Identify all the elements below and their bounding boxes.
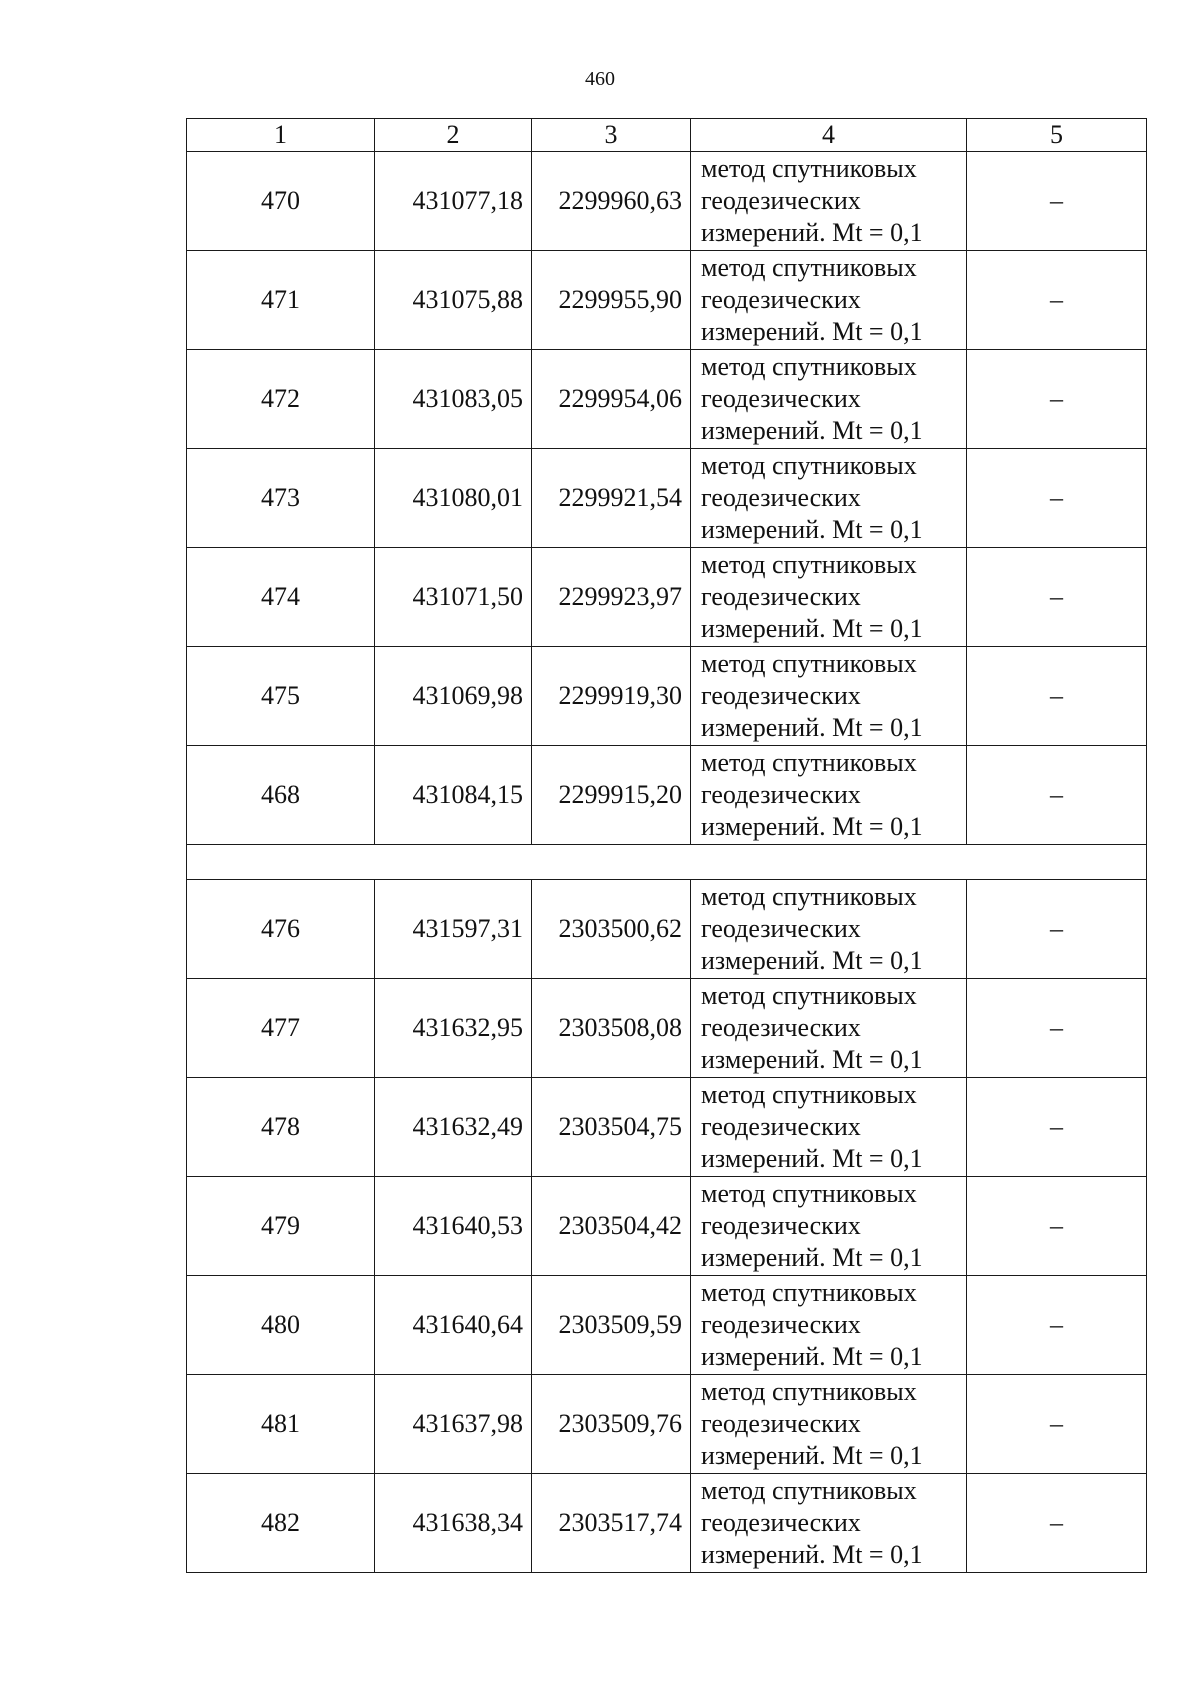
note-cell: – [967, 1177, 1147, 1276]
x-coordinate-cell: 431075,88 [375, 251, 532, 350]
note-cell: – [967, 880, 1147, 979]
method-cell [691, 880, 967, 979]
method-text-line: геодезических [701, 285, 861, 314]
note-cell: – [967, 152, 1147, 251]
method-text-line: геодезических [701, 1211, 861, 1240]
point-number-cell: 478 [187, 1078, 375, 1177]
method-text-line: метод спутниковых [701, 1476, 917, 1505]
y-coordinate-cell: 2303517,74 [532, 1474, 691, 1573]
method-text-line: геодезических [701, 1013, 861, 1042]
table-row [187, 746, 1147, 845]
table-row [187, 251, 1147, 350]
method-text-line: геодезических [701, 384, 861, 413]
method-cell [691, 1177, 967, 1276]
method-text-line: геодезических [701, 1112, 861, 1141]
point-number-cell: 482 [187, 1474, 375, 1573]
method-text-line: геодезических [701, 681, 861, 710]
method-text-line: метод спутниковых [701, 1179, 917, 1208]
method-text-line: метод спутниковых [701, 748, 917, 777]
x-coordinate-cell: 431640,64 [375, 1276, 532, 1375]
x-coordinate-cell: 431597,31 [375, 880, 532, 979]
x-coordinate-cell: 431084,15 [375, 746, 532, 845]
table-row [187, 1078, 1147, 1177]
table-row [187, 1177, 1147, 1276]
method-text-line: измерений. Mt = 0,1 [701, 1045, 923, 1074]
point-number-cell: 468 [187, 746, 375, 845]
method-text-line: измерений. Mt = 0,1 [701, 218, 923, 247]
method-text-line: метод спутниковых [701, 154, 917, 183]
y-coordinate-cell: 2303504,75 [532, 1078, 691, 1177]
x-coordinate-cell: 431077,18 [375, 152, 532, 251]
note-cell: – [967, 1078, 1147, 1177]
method-text-line: геодезических [701, 186, 861, 215]
method-text-line: геодезических [701, 1310, 861, 1339]
method-text-line: измерений. Mt = 0,1 [701, 317, 923, 346]
note-cell: – [967, 979, 1147, 1078]
y-coordinate-cell: 2299955,90 [532, 251, 691, 350]
column-header-5: 5 [967, 119, 1147, 152]
method-text-line: метод спутниковых [701, 1377, 917, 1406]
note-cell: – [967, 350, 1147, 449]
method-text-line: метод спутниковых [701, 1278, 917, 1307]
table-row [187, 548, 1147, 647]
method-text-line: измерений. Mt = 0,1 [701, 1441, 923, 1470]
method-text-line: метод спутниковых [701, 882, 917, 911]
table-row [187, 1474, 1147, 1573]
method-text-line: геодезических [701, 1409, 861, 1438]
x-coordinate-cell: 431071,50 [375, 548, 532, 647]
method-text-line: геодезических [701, 914, 861, 943]
column-header-2: 2 [375, 119, 532, 152]
x-coordinate-cell: 431632,95 [375, 979, 532, 1078]
x-coordinate-cell: 431632,49 [375, 1078, 532, 1177]
method-text-line: метод спутниковых [701, 550, 917, 579]
y-coordinate-cell: 2299960,63 [532, 152, 691, 251]
x-coordinate-cell: 431640,53 [375, 1177, 532, 1276]
table-row [187, 1375, 1147, 1474]
y-coordinate-cell: 2299915,20 [532, 746, 691, 845]
column-header-4: 4 [691, 119, 967, 152]
method-text-line: метод спутниковых [701, 981, 917, 1010]
table-row [187, 880, 1147, 979]
point-number-cell: 474 [187, 548, 375, 647]
column-header-1: 1 [187, 119, 375, 152]
point-number-cell: 470 [187, 152, 375, 251]
table-row [187, 1276, 1147, 1375]
header-row [187, 119, 1147, 152]
y-coordinate-cell: 2303509,76 [532, 1375, 691, 1474]
method-text-line: геодезических [701, 582, 861, 611]
coordinates-table-container [186, 118, 1146, 1573]
point-number-cell: 471 [187, 251, 375, 350]
note-cell: – [967, 746, 1147, 845]
table-row [187, 979, 1147, 1078]
table-header [187, 119, 1147, 152]
point-number-cell: 477 [187, 979, 375, 1078]
y-coordinate-cell: 2299954,06 [532, 350, 691, 449]
method-text-line: измерений. Mt = 0,1 [701, 515, 923, 544]
x-coordinate-cell: 431069,98 [375, 647, 532, 746]
method-text-line: измерений. Mt = 0,1 [701, 812, 923, 841]
method-cell [691, 1375, 967, 1474]
note-cell: – [967, 251, 1147, 350]
y-coordinate-cell: 2299919,30 [532, 647, 691, 746]
x-coordinate-cell: 431638,34 [375, 1474, 532, 1573]
point-number-cell: 475 [187, 647, 375, 746]
coordinates-table [186, 118, 1147, 1573]
method-text-line: измерений. Mt = 0,1 [701, 614, 923, 643]
method-cell [691, 449, 967, 548]
method-cell [691, 1474, 967, 1573]
y-coordinate-cell: 2303504,42 [532, 1177, 691, 1276]
x-coordinate-cell: 431083,05 [375, 350, 532, 449]
point-number-cell: 479 [187, 1177, 375, 1276]
point-number-cell: 476 [187, 880, 375, 979]
method-text-line: метод спутниковых [701, 352, 917, 381]
y-coordinate-cell: 2303500,62 [532, 880, 691, 979]
x-coordinate-cell: 431080,01 [375, 449, 532, 548]
separator-cell [187, 845, 1147, 880]
note-cell: – [967, 548, 1147, 647]
method-cell [691, 979, 967, 1078]
method-text-line: измерений. Mt = 0,1 [701, 1342, 923, 1371]
method-cell [691, 647, 967, 746]
method-text-line: геодезических [701, 780, 861, 809]
method-text-line: измерений. Mt = 0,1 [701, 1144, 923, 1173]
method-text-line: метод спутниковых [701, 649, 917, 678]
method-text-line: метод спутниковых [701, 451, 917, 480]
table-row [187, 152, 1147, 251]
point-number-cell: 472 [187, 350, 375, 449]
point-number-cell: 480 [187, 1276, 375, 1375]
method-cell [691, 152, 967, 251]
method-text-line: измерений. Mt = 0,1 [701, 946, 923, 975]
table-row [187, 449, 1147, 548]
method-cell [691, 350, 967, 449]
note-cell: – [967, 1276, 1147, 1375]
method-text-line: измерений. Mt = 0,1 [701, 1243, 923, 1272]
x-coordinate-cell: 431637,98 [375, 1375, 532, 1474]
method-cell [691, 1078, 967, 1177]
note-cell: – [967, 1375, 1147, 1474]
table-row [187, 647, 1147, 746]
y-coordinate-cell: 2299923,97 [532, 548, 691, 647]
method-text-line: геодезических [701, 483, 861, 512]
method-cell [691, 746, 967, 845]
method-cell [691, 1276, 967, 1375]
page-number: 460 [585, 68, 615, 90]
method-text-line: измерений. Mt = 0,1 [701, 416, 923, 445]
point-number-cell: 473 [187, 449, 375, 548]
note-cell: – [967, 1474, 1147, 1573]
y-coordinate-cell: 2299921,54 [532, 449, 691, 548]
table-body [187, 152, 1147, 1573]
method-text-line: метод спутниковых [701, 1080, 917, 1109]
note-cell: – [967, 449, 1147, 548]
method-text-line: метод спутниковых [701, 253, 917, 282]
method-text-line: измерений. Mt = 0,1 [701, 1540, 923, 1569]
method-text-line: геодезических [701, 1508, 861, 1537]
method-text-line: измерений. Mt = 0,1 [701, 713, 923, 742]
separator-row [187, 845, 1147, 880]
method-cell [691, 548, 967, 647]
table-row [187, 350, 1147, 449]
y-coordinate-cell: 2303509,59 [532, 1276, 691, 1375]
y-coordinate-cell: 2303508,08 [532, 979, 691, 1078]
column-header-3: 3 [532, 119, 691, 152]
point-number-cell: 481 [187, 1375, 375, 1474]
note-cell: – [967, 647, 1147, 746]
method-cell [691, 251, 967, 350]
